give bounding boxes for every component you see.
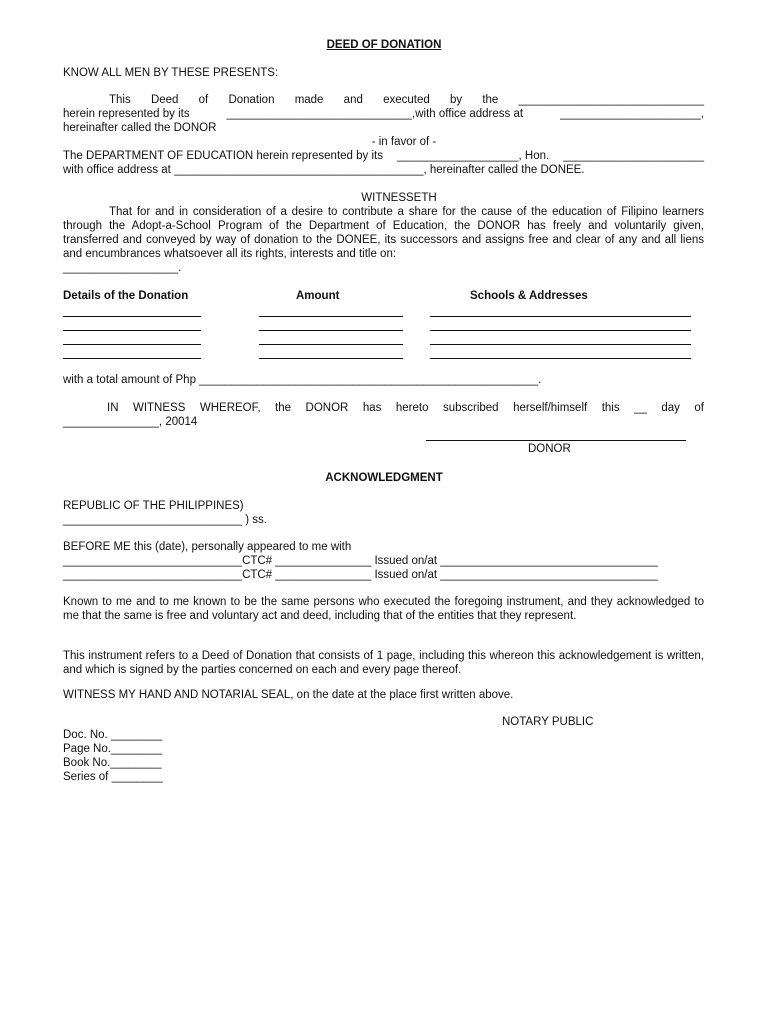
witness-word: the [275, 402, 292, 414]
document-title: DEED OF DONATION [326, 39, 442, 51]
book-no-field: Book No.________ [63, 757, 162, 769]
witness-word: this [601, 402, 620, 414]
donor-line-2 [63, 107, 704, 121]
details-blank-row-1 [63, 316, 201, 317]
ctc-line-2: ____________________________CTC# _______________ Issued on/at __________________________________ [63, 569, 658, 581]
witness-day-blank: __ [634, 402, 647, 414]
witness-word: WHEREOF, [199, 402, 261, 414]
amount-blank-row-3 [259, 344, 403, 345]
header-schools: Schools & Addresses [470, 290, 588, 302]
witness-word: herself/himself [513, 402, 588, 414]
donee-hon-blank: ______________________ [563, 150, 704, 162]
schools-blank-row-2 [430, 330, 691, 331]
witness-word: of [694, 402, 704, 414]
instrument-paragraph: This instrument refers to a Deed of Donation that consists of 1 page, including this whereon this acknowledgement is written, and which is signed by the parties concerned on each and every page thereof. [63, 650, 704, 676]
donor-line-1 [63, 93, 704, 107]
donor-represented-label: herein represented by its [63, 108, 190, 120]
donor-name-blank: _____________________________ [518, 94, 704, 106]
amount-blank-row-1 [259, 316, 403, 317]
details-blank-row-3 [63, 344, 201, 345]
details-blank-row-4 [63, 358, 201, 359]
schools-blank-row-3 [430, 344, 691, 345]
witness-date-line: _______________, 20014 [63, 416, 198, 428]
header-amount: Amount [296, 290, 340, 302]
witness-word: hereto [395, 402, 429, 414]
donee-line-1 [63, 149, 704, 163]
donor-word: of [198, 94, 209, 106]
donee-representative-blank: ___________________, Hon. [397, 150, 550, 162]
donor-signature-label: DONOR [528, 443, 571, 455]
donor-word: the [482, 94, 499, 106]
amount-blank-row-4 [259, 358, 403, 359]
witness-word: day [661, 402, 680, 414]
acknowledgment-title: ACKNOWLEDGMENT [325, 472, 443, 484]
in-favor-line: - in favor of - [371, 136, 437, 148]
schools-blank-row-1 [430, 316, 691, 317]
intro-line: KNOW ALL MEN BY THESE PRESENTS: [63, 67, 279, 79]
witnesseth-heading: WITNESSETH [361, 192, 437, 204]
doc-no-field: Doc. No. ________ [63, 729, 163, 741]
schools-blank-row-4 [430, 358, 691, 359]
donor-word: made [294, 94, 324, 106]
donor-word: This [109, 94, 131, 106]
series-field: Series of ________ [63, 771, 163, 783]
before-me-line: BEFORE ME this (date), personally appeared to me with [63, 541, 352, 553]
witness-word: has [362, 402, 382, 414]
amount-blank-row-2 [259, 330, 403, 331]
ctc-line-1: ____________________________CTC# _______________ Issued on/at __________________________________ [63, 555, 658, 567]
ss-line: ____________________________ ) ss. [63, 514, 267, 526]
donee-represented-label: The DEPARTMENT OF EDUCATION herein represented by its [63, 150, 383, 162]
witness-whereof-line-1 [63, 401, 704, 415]
witness-word: WITNESS [132, 402, 186, 414]
witness-hand-line: WITNESS MY HAND AND NOTARIAL SEAL, on the date at the place first written above. [63, 689, 514, 701]
donor-word: Donation [228, 94, 275, 106]
donor-address-blank: ______________________, [560, 108, 704, 120]
known-paragraph: Known to me and to me known to be the same persons who executed the foregoing instrument, and they acknowledged to me that the same is free and voluntary act and deed, including that of the entities that they represent. [63, 596, 704, 622]
header-details: Details of the Donation [63, 290, 189, 302]
donor-representative-blank: _____________________________,with office address at [226, 108, 524, 120]
donor-signature-line [426, 440, 686, 441]
details-blank-row-2 [63, 330, 201, 331]
notary-public-label: NOTARY PUBLIC [502, 716, 594, 728]
witnesseth-paragraph: That for and in consideration of a desire to contribute a share for the cause of the education of Filipino learners through the Adopt-a-School Program of the Department of Education, the DONOR has freely and voluntarily given, transferred and conveyed by way of donation to the DONEE, its successors and assigns free and clear of any and all liens and encumbrances whatsoever all its rights, interests and title on: [63, 206, 704, 260]
total-amount-line: with a total amount of Php _____________________________________________________. [63, 374, 542, 386]
donee-address-blank: _______________________________________, hereinafter called the DONEE. [174, 164, 585, 176]
witness-word: DONOR [305, 402, 349, 414]
page-no-field: Page No.________ [63, 743, 163, 755]
donor-word: and [343, 94, 363, 106]
donor-word: by [449, 94, 463, 106]
republic-line: REPUBLIC OF THE PHILIPPINES) [63, 500, 244, 512]
donor-line-3: hereinafter called the DONOR [63, 122, 217, 134]
donation-blank-line: __________________. [63, 262, 182, 274]
donor-word: executed [383, 94, 430, 106]
witness-word: IN [107, 402, 119, 414]
donee-address-label: with office address at [63, 164, 171, 176]
witness-word: subscribed [442, 402, 499, 414]
donor-word: Deed [150, 94, 179, 106]
donee-line-2 [63, 163, 585, 177]
